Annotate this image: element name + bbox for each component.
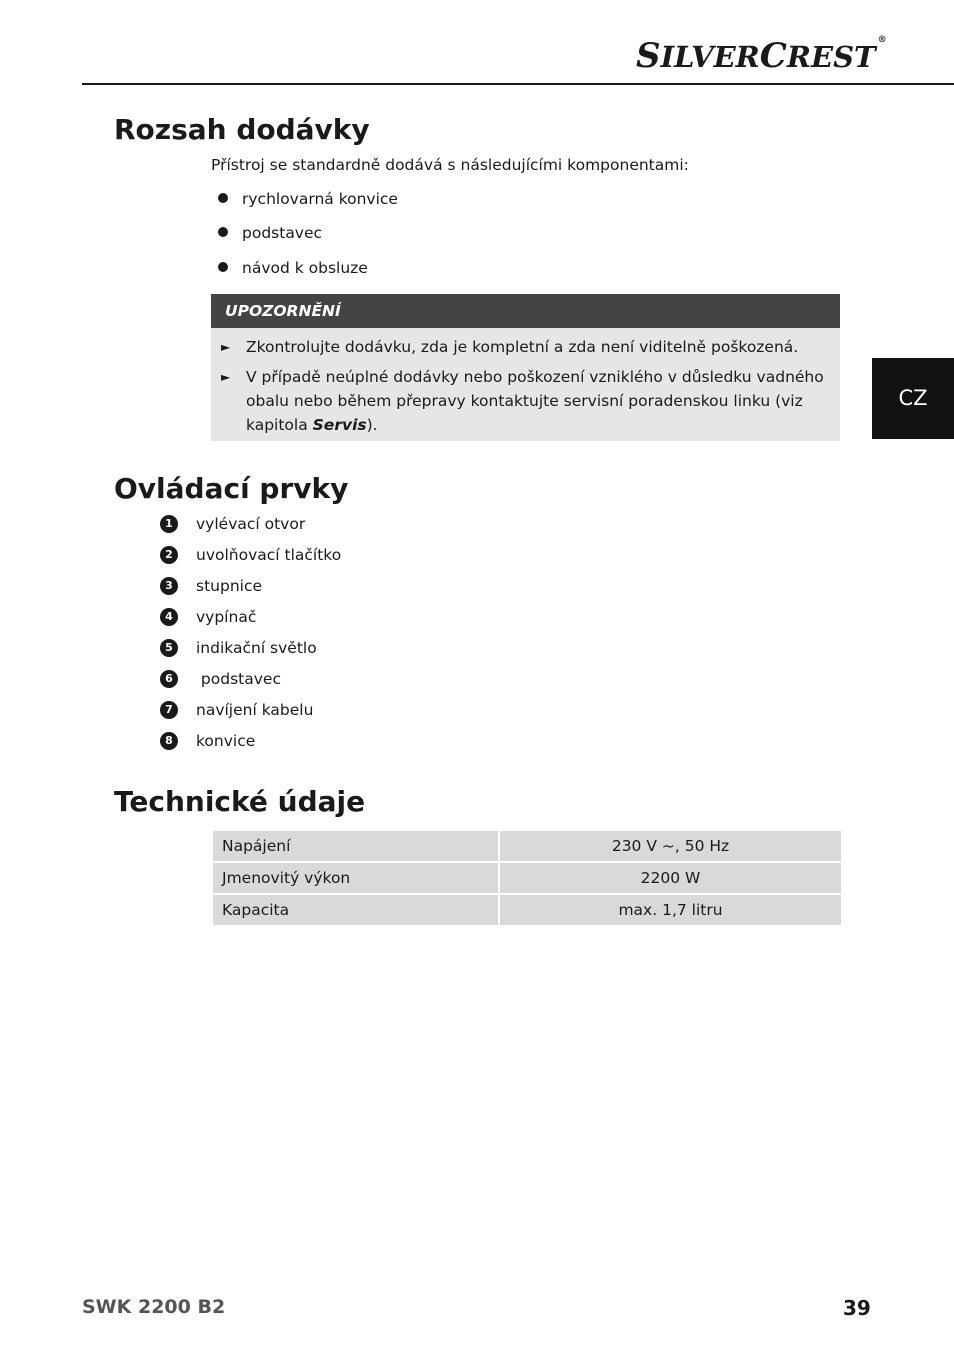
- list-item-label: uvolňovací tlačítko: [196, 546, 342, 564]
- servis-link-text: Servis: [312, 416, 367, 434]
- warning-box: [211, 294, 840, 441]
- page-number: 39: [843, 1296, 871, 1320]
- list-item: [160, 607, 256, 627]
- list-item: [160, 576, 262, 596]
- warning-text-post: ).: [366, 416, 378, 434]
- logo-letter-c: C: [759, 36, 787, 76]
- controls-title: Ovládací prvky: [114, 472, 349, 505]
- list-item-label: podstavec: [242, 224, 323, 242]
- list-item: [160, 731, 255, 751]
- table-cell-key: Kapacita: [213, 895, 498, 925]
- list-item-label: vylévací otvor: [196, 515, 306, 533]
- list-item: [160, 669, 281, 689]
- table-cell-key: Jmenovitý výkon: [213, 863, 498, 893]
- specs-table: [211, 829, 843, 927]
- number-badge-icon: 5: [160, 639, 178, 657]
- number-badge-icon: 1: [160, 515, 178, 533]
- number-badge-icon: 2: [160, 546, 178, 564]
- warning-text-pre: V případě neúplné dodávky nebo poškození vzniklého v důsledku vadného obalu nebo během přepravy kontaktujte servisní poradenskou linku (viz kapitola: [246, 368, 824, 434]
- logo-text-ilver: ILVER: [660, 40, 760, 74]
- header-rule: [82, 83, 954, 85]
- table-cell-value: max. 1,7 litru: [500, 895, 841, 925]
- table-cell-value: 2200 W: [500, 863, 841, 893]
- list-item-label: indikační světlo: [196, 639, 317, 657]
- model-number: SWK 2200 B2: [82, 1296, 226, 1318]
- list-item: [160, 514, 305, 534]
- list-item: [160, 700, 313, 720]
- table-cell-key: Napájení: [213, 831, 498, 861]
- language-tab: CZ: [872, 358, 954, 439]
- table-row: [213, 863, 841, 893]
- list-item-label: podstavec: [196, 670, 281, 688]
- warning-item-text: Zkontrolujte dodávku, zda je kompletní a zda není viditelně poškozená.: [246, 338, 799, 356]
- logo-letter-s: S: [636, 36, 661, 76]
- arrow-right-icon: ►: [221, 340, 231, 354]
- table-cell-value: 230 V ~, 50 Hz: [500, 831, 841, 861]
- list-item-label: navíjení kabelu: [196, 701, 314, 719]
- list-item: [218, 190, 398, 208]
- arrow-right-icon: ►: [221, 370, 231, 384]
- list-item: [160, 545, 341, 565]
- delivery-intro: Přístroj se standardně dodává s následujícími komponentami:: [211, 156, 689, 174]
- warning-label: UPOZORNĚNÍ: [211, 294, 840, 328]
- table-row: [213, 895, 841, 925]
- list-item-label: konvice: [196, 732, 256, 750]
- bullet-icon: [218, 193, 228, 203]
- table-row: [213, 831, 841, 861]
- list-item-label: rychlovarná konvice: [242, 190, 398, 208]
- list-item: [218, 259, 368, 277]
- number-badge-icon: 8: [160, 732, 178, 750]
- list-item-label: vypínač: [196, 608, 257, 626]
- warning-item-text: [246, 365, 836, 437]
- number-badge-icon: 3: [160, 577, 178, 595]
- number-badge-icon: 7: [160, 701, 178, 719]
- specs-title: Technické údaje: [114, 785, 366, 818]
- logo-text-rest: REST: [786, 40, 876, 74]
- bullet-icon: [218, 227, 228, 237]
- delivery-title: Rozsah dodávky: [114, 113, 370, 146]
- registered-mark: ®: [877, 35, 887, 46]
- brand-logo: [636, 36, 887, 76]
- list-item-label: stupnice: [196, 577, 263, 595]
- number-badge-icon: 6: [160, 670, 178, 688]
- number-badge-icon: 4: [160, 608, 178, 626]
- list-item: [218, 224, 322, 242]
- bullet-icon: [218, 262, 228, 272]
- list-item-label: návod k obsluze: [242, 259, 368, 277]
- list-item: [160, 638, 317, 658]
